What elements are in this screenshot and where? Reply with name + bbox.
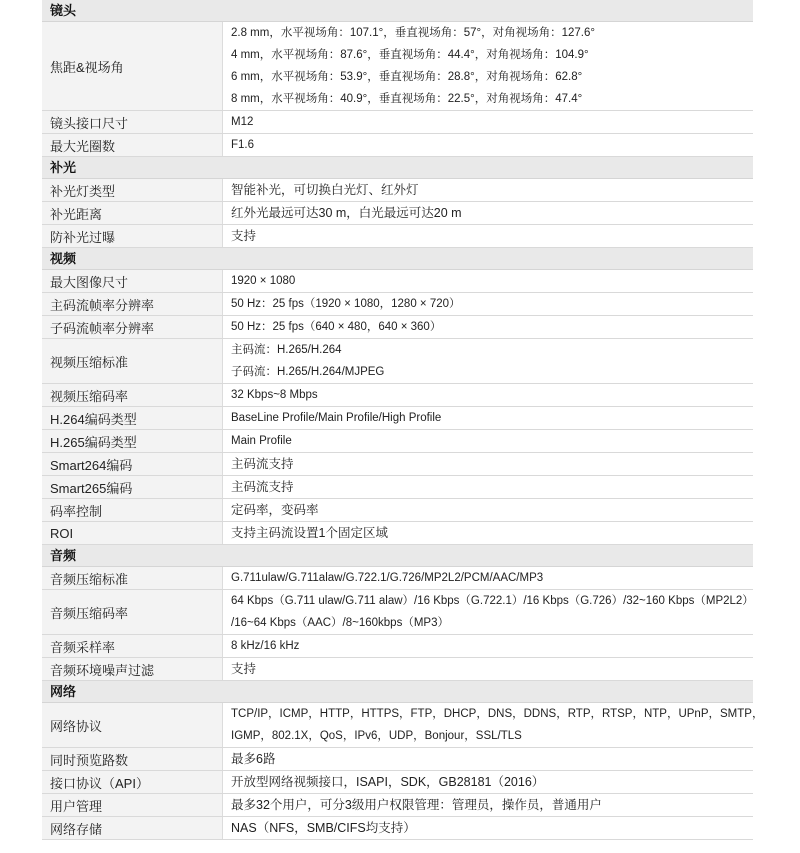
audio-compression-label: 音频压缩标准 — [42, 567, 223, 589]
preview-channels-label: 同时预览路数 — [42, 748, 223, 770]
aperture-label: 最大光圈数 — [42, 134, 223, 156]
section-audio: 音频 — [42, 545, 753, 567]
row-h264-type — [42, 407, 753, 430]
audio-bitrate-label: 音频压缩码率 — [42, 590, 223, 634]
focal-line: 4 mm，水平视场角：87.6°，垂直视场角：44.4°，对角视场角：104.9° — [231, 49, 589, 61]
smart265-label: Smart265编码 — [42, 476, 223, 498]
smart265-value: 主码流支持 — [231, 480, 294, 494]
network-storage-value: NAS（NFS，SMB/CIFS均支持） — [231, 821, 416, 835]
sub-stream-value: 50 Hz：25 fps（640 × 480，640 × 360） — [231, 321, 442, 333]
lens-mount-label: 镜头接口尺寸 — [42, 111, 223, 133]
row-preview-channels — [42, 748, 753, 771]
focal-fov-value — [223, 22, 753, 110]
h265-type-label: H.265编码类型 — [42, 430, 223, 452]
network-protocol-label: 网络协议 — [42, 703, 223, 747]
aperture-value: F1.6 — [231, 139, 255, 151]
protocol-line: IGMP，802.1X，QoS，IPv6，UDP，Bonjour，SSL/TLS — [231, 730, 522, 742]
row-fill-distance — [42, 202, 753, 225]
row-smart265 — [42, 476, 753, 499]
network-protocol-value — [223, 703, 763, 747]
spec-table — [42, 0, 764, 840]
api-value: 开放型网络视频接口，ISAPI，SDK，GB28181（2016） — [231, 775, 545, 789]
audio-sampling-label: 音频采样率 — [42, 635, 223, 657]
focal-fov-label: 焦距&视场角 — [42, 22, 223, 110]
audio-bitrate-line: 64 Kbps（G.711 ulaw/G.711 alaw）/16 Kbps（G.722.1）/16 Kbps（G.726）/32~160 Kbps（MP2L2） — [231, 595, 754, 607]
api-label: 接口协议（API） — [42, 771, 223, 793]
audio-sampling-value: 8 kHz/16 kHz — [231, 640, 300, 652]
compression-line: 子码流：H.265/H.264/MJPEG — [231, 366, 385, 378]
row-audio-compression — [42, 567, 753, 590]
lens-mount-value: M12 — [231, 116, 254, 128]
compression-line: 主码流：H.265/H.264 — [231, 344, 342, 356]
h264-type-label: H.264编码类型 — [42, 407, 223, 429]
fill-type-value: 智能补光，可切换白光灯、红外灯 — [231, 183, 419, 197]
anti-overexposure-value: 支持 — [231, 229, 257, 243]
row-audio-bitrate — [42, 590, 753, 635]
row-max-image-size — [42, 270, 753, 293]
row-aperture — [42, 134, 753, 157]
section-fill-light: 补光 — [42, 157, 753, 179]
row-h265-type — [42, 430, 753, 453]
focal-line: 6 mm，水平视场角：53.9°，垂直视场角：28.8°，对角视场角：62.8° — [231, 71, 583, 83]
roi-value: 支持主码流设置1个固定区域 — [231, 526, 388, 540]
row-network-protocol — [42, 703, 764, 748]
row-noise-filter — [42, 658, 753, 681]
row-network-storage — [42, 817, 753, 840]
audio-bitrate-value — [223, 590, 754, 634]
video-compression-value — [223, 339, 753, 383]
row-video-bitrate — [42, 384, 753, 407]
row-video-compression — [42, 339, 753, 384]
row-rate-control — [42, 499, 753, 522]
h264-type-value: BaseLine Profile/Main Profile/High Profile — [231, 412, 442, 424]
user-management-label: 用户管理 — [42, 794, 223, 816]
row-smart264 — [42, 453, 753, 476]
h265-type-value: Main Profile — [231, 435, 292, 447]
max-image-size-value: 1920 × 1080 — [231, 275, 296, 287]
row-fill-type — [42, 179, 753, 202]
row-api — [42, 771, 753, 794]
section-network: 网络 — [42, 681, 753, 703]
main-stream-label: 主码流帧率分辨率 — [42, 293, 223, 315]
section-lens: 镜头 — [42, 0, 753, 22]
row-audio-sampling — [42, 635, 753, 658]
video-bitrate-value: 32 Kbps~8 Mbps — [231, 389, 318, 401]
row-sub-stream — [42, 316, 753, 339]
rate-control-value: 定码率，变码率 — [231, 503, 319, 517]
row-anti-overexposure — [42, 225, 753, 248]
focal-line: 2.8 mm，水平视场角：107.1°，垂直视场角：57°，对角视场角：127.6° — [231, 27, 595, 39]
main-stream-value: 50 Hz：25 fps（1920 × 1080，1280 × 720） — [231, 298, 461, 310]
rate-control-label: 码率控制 — [42, 499, 223, 521]
sub-stream-label: 子码流帧率分辨率 — [42, 316, 223, 338]
row-user-management — [42, 794, 753, 817]
audio-bitrate-line: /16~64 Kbps（AAC）/8~160kbps（MP3） — [231, 617, 449, 629]
noise-filter-label: 音频环境噪声过滤 — [42, 658, 223, 680]
roi-label: ROI — [42, 522, 223, 544]
video-bitrate-label: 视频压缩码率 — [42, 384, 223, 406]
anti-overexposure-label: 防补光过曝 — [42, 225, 223, 247]
smart264-label: Smart264编码 — [42, 453, 223, 475]
audio-compression-value: G.711ulaw/G.711alaw/G.722.1/G.726/MP2L2/PCM/AAC/MP3 — [231, 572, 544, 584]
user-management-value: 最多32个用户，可分3级用户权限管理：管理员，操作员，普通用户 — [231, 798, 602, 812]
row-focal-fov — [42, 22, 753, 111]
protocol-line: TCP/IP，ICMP，HTTP，HTTPS，FTP，DHCP，DNS，DDNS，RTP，RTSP，NTP，UPnP，SMTP， — [231, 708, 764, 720]
row-roi — [42, 522, 753, 545]
fill-distance-value: 红外光最远可达30 m，白光最远可达20 m — [231, 206, 462, 220]
fill-distance-label: 补光距离 — [42, 202, 223, 224]
row-main-stream — [42, 293, 753, 316]
max-image-size-label: 最大图像尺寸 — [42, 270, 223, 292]
network-storage-label: 网络存储 — [42, 817, 223, 839]
focal-line: 8 mm，水平视场角：40.9°，垂直视场角：22.5°，对角视场角：47.4° — [231, 93, 583, 105]
video-compression-label: 视频压缩标准 — [42, 339, 223, 383]
fill-type-label: 补光灯类型 — [42, 179, 223, 201]
section-video: 视频 — [42, 248, 753, 270]
smart264-value: 主码流支持 — [231, 457, 294, 471]
noise-filter-value: 支持 — [231, 662, 257, 676]
preview-channels-value: 最多6路 — [231, 752, 276, 766]
row-lens-mount — [42, 111, 753, 134]
